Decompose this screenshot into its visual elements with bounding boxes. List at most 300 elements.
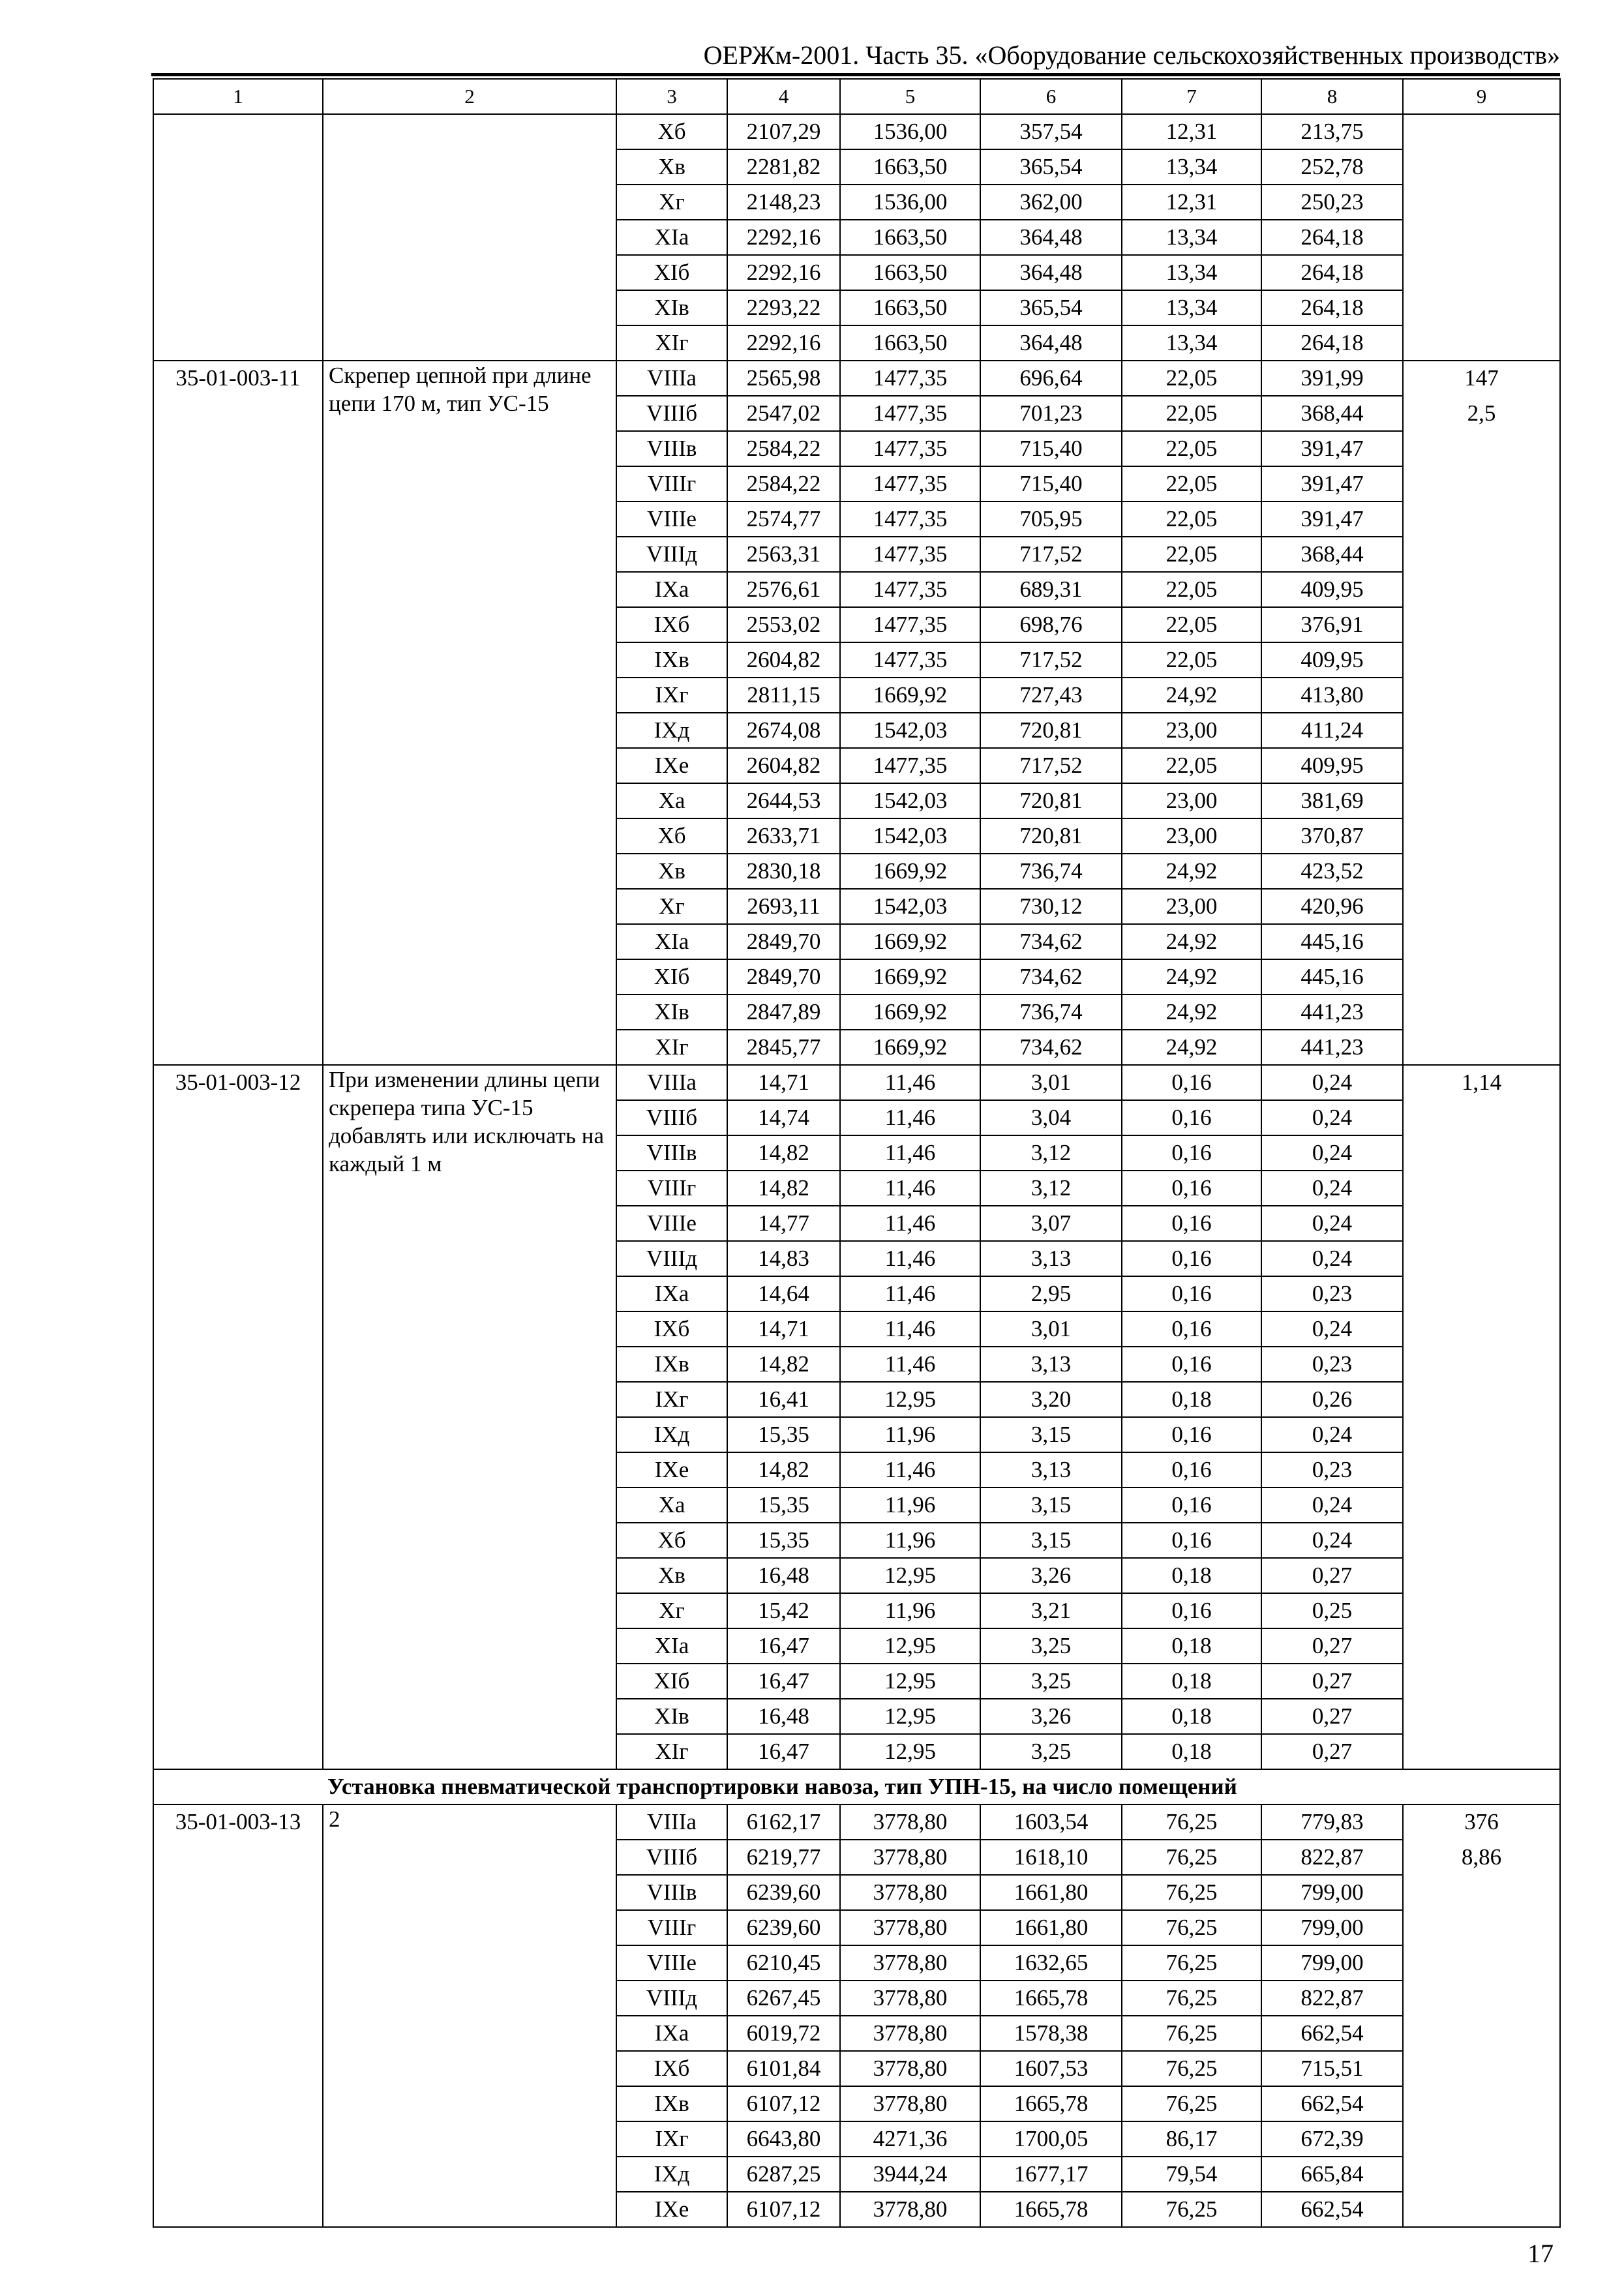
labor-cost: 1669,92 — [840, 1030, 980, 1065]
rates-table-body — [153, 79, 1560, 2227]
zone-code: Хг — [616, 1593, 727, 1628]
machine-cost: 727,43 — [980, 678, 1122, 713]
machine-cost: 1677,17 — [980, 2157, 1122, 2192]
materials-cost: 662,54 — [1261, 2016, 1403, 2051]
materials-cost: 0,24 — [1261, 1241, 1403, 1276]
column-number: 9 — [1403, 79, 1560, 114]
labor-cost: 1669,92 — [840, 924, 980, 959]
total-cost: 2553,02 — [727, 607, 840, 642]
machinist-wage: 86,17 — [1122, 2121, 1261, 2157]
machinist-wage: 76,25 — [1122, 2192, 1261, 2227]
machine-cost: 1661,80 — [980, 1910, 1122, 1945]
machinist-wage: 22,05 — [1122, 607, 1261, 642]
table-row — [153, 114, 1560, 149]
materials-cost: 0,25 — [1261, 1593, 1403, 1628]
machine-cost: 364,48 — [980, 325, 1122, 361]
zone-code: ХIб — [616, 959, 727, 995]
machinist-wage: 76,25 — [1122, 1875, 1261, 1910]
total-cost: 2849,70 — [727, 959, 840, 995]
materials-cost: 0,27 — [1261, 1628, 1403, 1664]
machine-cost: 1632,65 — [980, 1945, 1122, 1981]
total-cost: 16,48 — [727, 1699, 840, 1734]
table-row — [153, 361, 1560, 396]
machinist-wage: 0,16 — [1122, 1276, 1261, 1311]
machinist-wage: 13,34 — [1122, 255, 1261, 290]
machinist-wage: 0,16 — [1122, 1452, 1261, 1488]
labor-cost: 12,95 — [840, 1628, 980, 1664]
materials-cost: 822,87 — [1261, 1981, 1403, 2016]
total-cost: 14,83 — [727, 1241, 840, 1276]
labor-cost: 3778,80 — [840, 1840, 980, 1875]
machinist-wage: 0,16 — [1122, 1347, 1261, 1382]
machine-cost: 715,40 — [980, 431, 1122, 466]
machine-cost: 1665,78 — [980, 1981, 1122, 2016]
machinist-wage: 23,00 — [1122, 889, 1261, 924]
machine-cost: 736,74 — [980, 854, 1122, 889]
materials-cost: 391,47 — [1261, 501, 1403, 537]
zone-code: IХв — [616, 642, 727, 678]
zone-code: ХIа — [616, 924, 727, 959]
machine-cost: 717,52 — [980, 537, 1122, 572]
materials-cost: 0,24 — [1261, 1523, 1403, 1558]
zone-code: VIIIг — [616, 466, 727, 501]
total-cost: 6239,60 — [727, 1875, 840, 1910]
materials-cost: 822,87 — [1261, 1840, 1403, 1875]
total-cost: 2281,82 — [727, 149, 840, 185]
materials-cost: 662,54 — [1261, 2086, 1403, 2121]
materials-cost: 213,75 — [1261, 114, 1403, 149]
materials-cost: 0,23 — [1261, 1452, 1403, 1488]
machinist-wage: 0,16 — [1122, 1100, 1261, 1135]
total-cost: 2674,08 — [727, 713, 840, 748]
machine-cost: 357,54 — [980, 114, 1122, 149]
materials-cost: 0,24 — [1261, 1100, 1403, 1135]
zone-code: ХIа — [616, 1628, 727, 1664]
materials-cost: 0,27 — [1261, 1664, 1403, 1699]
total-cost: 2811,15 — [727, 678, 840, 713]
machine-cost: 698,76 — [980, 607, 1122, 642]
labor-cost: 1477,35 — [840, 642, 980, 678]
machinist-wage: 24,92 — [1122, 678, 1261, 713]
total-cost: 15,35 — [727, 1417, 840, 1452]
total-cost: 2148,23 — [727, 185, 840, 220]
materials-cost: 409,95 — [1261, 572, 1403, 607]
labor-cost: 1477,35 — [840, 396, 980, 431]
column-number: 2 — [323, 79, 616, 114]
machine-cost: 705,95 — [980, 501, 1122, 537]
table-row — [153, 1065, 1560, 1100]
materials-cost: 368,44 — [1261, 396, 1403, 431]
labor-hours-workers: 1,14 — [1461, 1070, 1502, 1095]
labor-cost: 3778,80 — [840, 1910, 980, 1945]
labor-cost: 1477,35 — [840, 431, 980, 466]
machine-cost: 720,81 — [980, 783, 1122, 818]
labor-cost: 11,96 — [840, 1488, 980, 1523]
zone-code: VIIIб — [616, 1100, 727, 1135]
machinist-wage: 0,18 — [1122, 1664, 1261, 1699]
zone-code: IХа — [616, 1276, 727, 1311]
machinist-wage: 0,16 — [1122, 1417, 1261, 1452]
rate-code — [153, 114, 323, 361]
zone-code: VIIIа — [616, 1804, 727, 1840]
zone-code: ХIа — [616, 220, 727, 255]
materials-cost: 252,78 — [1261, 149, 1403, 185]
labor-cost: 1669,92 — [840, 995, 980, 1030]
materials-cost: 799,00 — [1261, 1910, 1403, 1945]
materials-cost: 0,24 — [1261, 1065, 1403, 1100]
materials-cost: 445,16 — [1261, 959, 1403, 995]
column-number-row — [153, 79, 1560, 114]
zone-code: Хв — [616, 1558, 727, 1593]
machine-cost: 720,81 — [980, 818, 1122, 854]
total-cost: 2292,16 — [727, 255, 840, 290]
machinist-wage: 24,92 — [1122, 854, 1261, 889]
materials-cost: 409,95 — [1261, 642, 1403, 678]
zone-code: VIIIд — [616, 537, 727, 572]
materials-cost: 672,39 — [1261, 2121, 1403, 2157]
machinist-wage: 12,31 — [1122, 114, 1261, 149]
labor-cost: 1477,35 — [840, 537, 980, 572]
materials-cost: 799,00 — [1261, 1945, 1403, 1981]
zone-code: IХд — [616, 713, 727, 748]
labor-cost: 3778,80 — [840, 1945, 980, 1981]
total-cost: 6107,12 — [727, 2086, 840, 2121]
total-cost: 2693,11 — [727, 889, 840, 924]
zone-code: Хг — [616, 889, 727, 924]
machinist-wage: 76,25 — [1122, 1981, 1261, 2016]
machinist-wage: 22,05 — [1122, 431, 1261, 466]
labor-cost: 3778,80 — [840, 2086, 980, 2121]
labor-cost: 3778,80 — [840, 1875, 980, 1910]
materials-cost: 391,47 — [1261, 466, 1403, 501]
rate-code: 35-01-003-11 — [153, 361, 323, 1065]
machine-cost: 3,13 — [980, 1347, 1122, 1382]
materials-cost: 799,00 — [1261, 1875, 1403, 1910]
machinist-wage: 0,18 — [1122, 1699, 1261, 1734]
machine-cost: 365,54 — [980, 290, 1122, 325]
machinist-wage: 76,25 — [1122, 1945, 1261, 1981]
machine-cost: 1607,53 — [980, 2051, 1122, 2086]
machine-cost: 689,31 — [980, 572, 1122, 607]
machinist-wage: 76,25 — [1122, 2086, 1261, 2121]
labor-cost: 11,46 — [840, 1452, 980, 1488]
labor-cost: 3944,24 — [840, 2157, 980, 2192]
column-number: 5 — [840, 79, 980, 114]
labor-cost: 11,46 — [840, 1065, 980, 1100]
zone-code: ХIг — [616, 1030, 727, 1065]
machine-cost: 1603,54 — [980, 1804, 1122, 1840]
materials-cost: 715,51 — [1261, 2051, 1403, 2086]
zone-code: IХг — [616, 1382, 727, 1417]
materials-cost: 411,24 — [1261, 713, 1403, 748]
machine-cost: 2,95 — [980, 1276, 1122, 1311]
machinist-wage: 13,34 — [1122, 325, 1261, 361]
machine-cost: 1665,78 — [980, 2192, 1122, 2227]
zone-code: VIIIг — [616, 1171, 727, 1206]
materials-cost: 441,23 — [1261, 995, 1403, 1030]
materials-cost: 264,18 — [1261, 290, 1403, 325]
column-number: 8 — [1261, 79, 1403, 114]
labor-cost: 1477,35 — [840, 607, 980, 642]
zone-code: IХд — [616, 2157, 727, 2192]
zone-code: Ха — [616, 783, 727, 818]
column-number: 1 — [153, 79, 323, 114]
total-cost: 6239,60 — [727, 1910, 840, 1945]
machinist-wage: 22,05 — [1122, 361, 1261, 396]
machine-cost: 362,00 — [980, 185, 1122, 220]
labor-cost: 11,96 — [840, 1523, 980, 1558]
labor-cost: 1669,92 — [840, 678, 980, 713]
materials-cost: 0,24 — [1261, 1311, 1403, 1347]
machinist-wage: 22,05 — [1122, 466, 1261, 501]
materials-cost: 409,95 — [1261, 748, 1403, 783]
labor-cost: 3778,80 — [840, 1804, 980, 1840]
labor-hours-cell — [1403, 1804, 1560, 2227]
materials-cost: 779,83 — [1261, 1804, 1403, 1840]
total-cost: 16,47 — [727, 1664, 840, 1699]
total-cost: 6019,72 — [727, 2016, 840, 2051]
total-cost: 6107,12 — [727, 2192, 840, 2227]
machine-cost: 365,54 — [980, 149, 1122, 185]
machinist-wage: 76,25 — [1122, 1910, 1261, 1945]
machine-cost: 3,01 — [980, 1311, 1122, 1347]
column-number: 7 — [1122, 79, 1261, 114]
materials-cost: 264,18 — [1261, 255, 1403, 290]
machine-cost: 3,15 — [980, 1417, 1122, 1452]
machinist-wage: 0,16 — [1122, 1206, 1261, 1241]
total-cost: 16,41 — [727, 1382, 840, 1417]
materials-cost: 376,91 — [1261, 607, 1403, 642]
machine-cost: 3,25 — [980, 1734, 1122, 1769]
machinist-wage: 0,18 — [1122, 1382, 1261, 1417]
zone-code: ХIб — [616, 1664, 727, 1699]
zone-code: IХв — [616, 2086, 727, 2121]
labor-hours-machinists: 8,86 — [1461, 1844, 1502, 1870]
labor-cost: 1669,92 — [840, 959, 980, 995]
total-cost: 2574,77 — [727, 501, 840, 537]
materials-cost: 368,44 — [1261, 537, 1403, 572]
machine-cost: 3,01 — [980, 1065, 1122, 1100]
labor-cost: 3778,80 — [840, 2192, 980, 2227]
labor-cost: 11,46 — [840, 1206, 980, 1241]
page-number: 17 — [1527, 2239, 1554, 2268]
labor-cost: 12,95 — [840, 1734, 980, 1769]
machinist-wage: 0,16 — [1122, 1241, 1261, 1276]
machine-cost: 3,20 — [980, 1382, 1122, 1417]
zone-code: VIIIг — [616, 1910, 727, 1945]
materials-cost: 381,69 — [1261, 783, 1403, 818]
total-cost: 2847,89 — [727, 995, 840, 1030]
machinist-wage: 22,05 — [1122, 748, 1261, 783]
machine-cost: 3,15 — [980, 1488, 1122, 1523]
machine-cost: 717,52 — [980, 748, 1122, 783]
machine-cost: 3,25 — [980, 1664, 1122, 1699]
labor-cost: 1536,00 — [840, 114, 980, 149]
machine-cost: 720,81 — [980, 713, 1122, 748]
total-cost: 15,42 — [727, 1593, 840, 1628]
labor-cost: 1663,50 — [840, 255, 980, 290]
machinist-wage: 23,00 — [1122, 783, 1261, 818]
column-number: 4 — [727, 79, 840, 114]
total-cost: 2604,82 — [727, 748, 840, 783]
rates-table — [153, 78, 1561, 2228]
total-cost: 16,47 — [727, 1628, 840, 1664]
materials-cost: 0,23 — [1261, 1347, 1403, 1382]
labor-cost: 1669,92 — [840, 854, 980, 889]
machine-cost: 3,26 — [980, 1699, 1122, 1734]
labor-cost: 3778,80 — [840, 2051, 980, 2086]
materials-cost: 420,96 — [1261, 889, 1403, 924]
total-cost: 2849,70 — [727, 924, 840, 959]
labor-hours-workers: 147 — [1464, 365, 1499, 391]
labor-cost: 1663,50 — [840, 220, 980, 255]
materials-cost: 391,47 — [1261, 431, 1403, 466]
total-cost: 2563,31 — [727, 537, 840, 572]
zone-code: IХг — [616, 2121, 727, 2157]
zone-code: IХб — [616, 2051, 727, 2086]
zone-code: Хв — [616, 854, 727, 889]
total-cost: 16,48 — [727, 1558, 840, 1593]
machinist-wage: 22,05 — [1122, 537, 1261, 572]
machinist-wage: 13,34 — [1122, 290, 1261, 325]
total-cost: 14,71 — [727, 1065, 840, 1100]
total-cost: 14,82 — [727, 1135, 840, 1171]
machinist-wage: 22,05 — [1122, 501, 1261, 537]
labor-cost: 12,95 — [840, 1558, 980, 1593]
labor-cost: 1542,03 — [840, 713, 980, 748]
machinist-wage: 0,16 — [1122, 1593, 1261, 1628]
zone-code: VIIIе — [616, 501, 727, 537]
column-number: 6 — [980, 79, 1122, 114]
labor-cost: 11,46 — [840, 1347, 980, 1382]
machine-cost: 730,12 — [980, 889, 1122, 924]
machinist-wage: 24,92 — [1122, 959, 1261, 995]
machine-cost: 717,52 — [980, 642, 1122, 678]
labor-cost: 1542,03 — [840, 818, 980, 854]
section-row — [153, 1769, 1560, 1804]
materials-cost: 264,18 — [1261, 325, 1403, 361]
materials-cost: 0,24 — [1261, 1171, 1403, 1206]
machinist-wage: 0,16 — [1122, 1065, 1261, 1100]
zone-code: IХа — [616, 572, 727, 607]
machine-cost: 3,13 — [980, 1452, 1122, 1488]
machine-cost: 3,12 — [980, 1171, 1122, 1206]
total-cost: 6210,45 — [727, 1945, 840, 1981]
machinist-wage: 22,05 — [1122, 572, 1261, 607]
total-cost: 2107,29 — [727, 114, 840, 149]
total-cost: 2644,53 — [727, 783, 840, 818]
materials-cost: 413,80 — [1261, 678, 1403, 713]
machine-cost: 1578,38 — [980, 2016, 1122, 2051]
labor-cost: 3778,80 — [840, 1981, 980, 2016]
machinist-wage: 0,16 — [1122, 1523, 1261, 1558]
zone-code: VIIIа — [616, 361, 727, 396]
materials-cost: 264,18 — [1261, 220, 1403, 255]
total-cost: 2845,77 — [727, 1030, 840, 1065]
labor-cost: 1536,00 — [840, 185, 980, 220]
labor-cost: 12,95 — [840, 1664, 980, 1699]
machinist-wage: 22,05 — [1122, 396, 1261, 431]
total-cost: 14,82 — [727, 1452, 840, 1488]
machine-cost: 734,62 — [980, 1030, 1122, 1065]
labor-cost: 1663,50 — [840, 149, 980, 185]
total-cost: 6267,45 — [727, 1981, 840, 2016]
zone-code: IХа — [616, 2016, 727, 2051]
materials-cost: 0,27 — [1261, 1699, 1403, 1734]
machinist-wage: 79,54 — [1122, 2157, 1261, 2192]
machinist-wage: 0,18 — [1122, 1734, 1261, 1769]
machine-cost: 1700,05 — [980, 2121, 1122, 2157]
machine-cost: 3,21 — [980, 1593, 1122, 1628]
materials-cost: 0,24 — [1261, 1417, 1403, 1452]
rate-name: При изменении длины цепи скрепера типа УС-15 добавлять или исключать на каждый 1 м — [323, 1065, 616, 1769]
total-cost: 2633,71 — [727, 818, 840, 854]
total-cost: 2576,61 — [727, 572, 840, 607]
zone-code: VIIIб — [616, 1840, 727, 1875]
machinist-wage: 76,25 — [1122, 2016, 1261, 2051]
total-cost: 2584,22 — [727, 431, 840, 466]
machinist-wage: 0,16 — [1122, 1488, 1261, 1523]
total-cost: 6287,25 — [727, 2157, 840, 2192]
labor-cost: 1663,50 — [840, 290, 980, 325]
zone-code: IХе — [616, 748, 727, 783]
materials-cost: 250,23 — [1261, 185, 1403, 220]
machinist-wage: 76,25 — [1122, 1804, 1261, 1840]
zone-code: VIIIе — [616, 1206, 727, 1241]
zone-code: Хб — [616, 1523, 727, 1558]
labor-cost: 1477,35 — [840, 466, 980, 501]
machinist-wage: 13,34 — [1122, 149, 1261, 185]
machinist-wage: 76,25 — [1122, 2051, 1261, 2086]
total-cost: 2604,82 — [727, 642, 840, 678]
labor-cost: 12,95 — [840, 1699, 980, 1734]
machinist-wage: 0,18 — [1122, 1628, 1261, 1664]
materials-cost: 0,27 — [1261, 1734, 1403, 1769]
materials-cost: 423,52 — [1261, 854, 1403, 889]
document-header: ОЕРЖм-2001. Часть 35. «Оборудование сельскохозяйственных производств» — [703, 40, 1560, 70]
zone-code: Ха — [616, 1488, 727, 1523]
machine-cost: 3,07 — [980, 1206, 1122, 1241]
machinist-wage: 13,34 — [1122, 220, 1261, 255]
labor-hours-workers: 376 — [1464, 1809, 1499, 1834]
materials-cost: 662,54 — [1261, 2192, 1403, 2227]
machine-cost: 734,62 — [980, 959, 1122, 995]
labor-hours-cell — [1403, 1065, 1560, 1769]
labor-cost: 11,46 — [840, 1171, 980, 1206]
zone-code: VIIIв — [616, 431, 727, 466]
machinist-wage: 22,05 — [1122, 642, 1261, 678]
labor-cost: 11,96 — [840, 1593, 980, 1628]
total-cost: 2293,22 — [727, 290, 840, 325]
zone-code: VIIIд — [616, 1241, 727, 1276]
zone-code: Хб — [616, 818, 727, 854]
labor-cost: 11,46 — [840, 1276, 980, 1311]
labor-cost: 11,46 — [840, 1100, 980, 1135]
materials-cost: 445,16 — [1261, 924, 1403, 959]
total-cost: 14,64 — [727, 1276, 840, 1311]
total-cost: 14,71 — [727, 1311, 840, 1347]
total-cost: 2584,22 — [727, 466, 840, 501]
rate-name — [323, 114, 616, 361]
machinist-wage: 24,92 — [1122, 995, 1261, 1030]
labor-cost: 1542,03 — [840, 783, 980, 818]
rate-name: Скрепер цепной при длине цепи 170 м, тип УС-15 — [323, 361, 616, 1065]
zone-code: Хг — [616, 185, 727, 220]
machine-cost: 701,23 — [980, 396, 1122, 431]
zone-code: VIIIе — [616, 1945, 727, 1981]
total-cost: 15,35 — [727, 1523, 840, 1558]
zone-code: ХIб — [616, 255, 727, 290]
